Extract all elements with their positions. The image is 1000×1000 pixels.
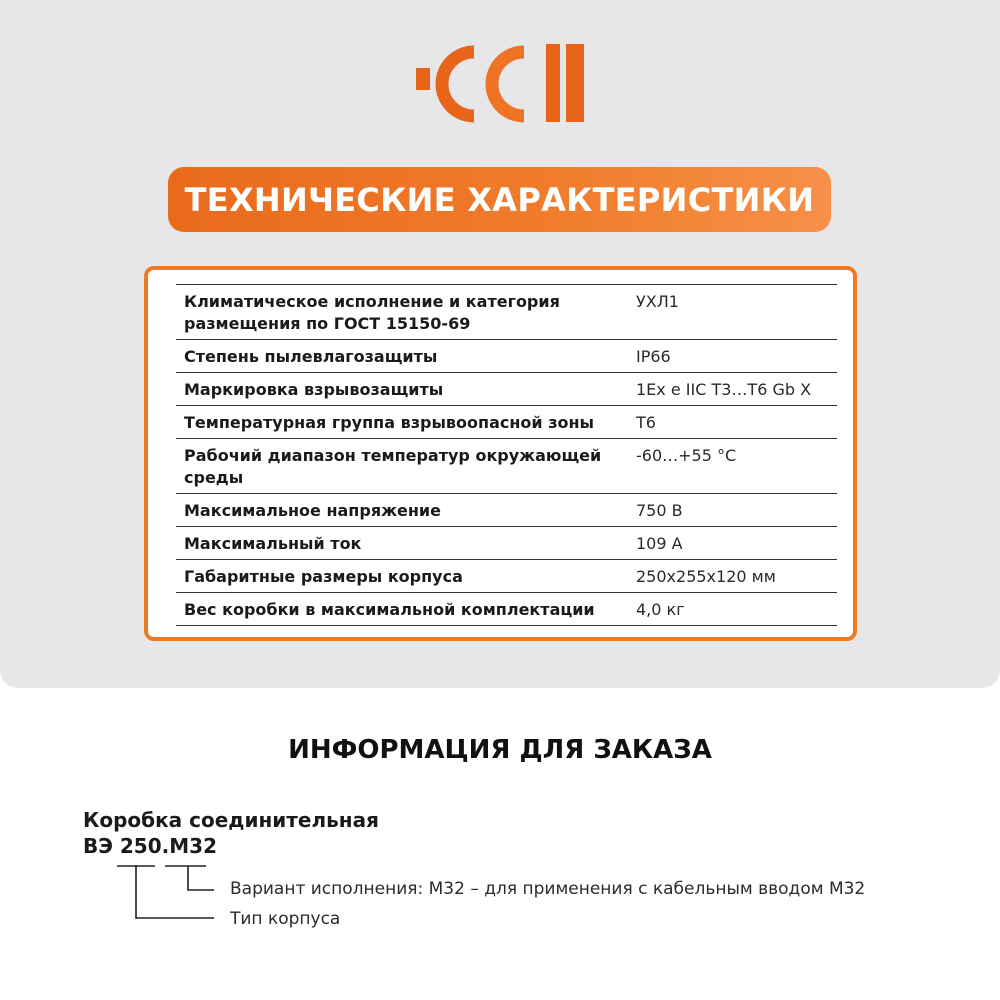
banner-title: ТЕХНИЧЕСКИЕ ХАРАКТЕРИСТИКИ <box>184 180 815 219</box>
spec-param: Габаритные размеры корпуса <box>184 567 463 586</box>
spec-param: Максимальное напряжение <box>184 501 441 520</box>
legend-body-type: Тип корпуса <box>230 909 341 929</box>
spec-param: Климатическое исполнение и категория размещения по ГОСТ 15150-69 <box>184 292 560 333</box>
spec-table <box>176 284 837 626</box>
spec-row <box>176 285 837 340</box>
spec-row <box>176 373 837 406</box>
spec-value: 250х255х120 мм <box>636 567 776 586</box>
code-part-variant: М32 <box>169 834 217 858</box>
spec-row <box>176 439 837 494</box>
product-name: Коробка соединительная <box>83 808 379 832</box>
spec-row <box>176 406 837 439</box>
spec-row <box>176 494 837 527</box>
spec-value: 1Ex e IIC T3…T6 Gb X <box>636 380 812 399</box>
spec-param: Маркировка взрывозащиты <box>184 380 444 399</box>
spec-card <box>144 266 857 641</box>
spec-param: Рабочий диапазон температур окружающей среды <box>184 446 602 487</box>
spec-value: УХЛ1 <box>636 292 679 311</box>
order-title: ИНФОРМАЦИЯ ДЛЯ ЗАКАЗА <box>288 735 712 765</box>
spec-row <box>176 593 837 626</box>
spec-row <box>176 340 837 373</box>
spec-param: Температурная группа взрывоопасной зоны <box>184 413 594 432</box>
code-prefix: ВЭ <box>83 834 120 858</box>
spec-row <box>176 527 837 560</box>
spec-value: IP66 <box>636 347 671 366</box>
spec-param: Вес коробки в максимальной комплектации <box>184 600 595 619</box>
spec-value: Т6 <box>636 413 656 432</box>
code-separator: . <box>161 834 170 858</box>
spec-value: 750 В <box>636 501 683 520</box>
spec-value: 109 А <box>636 534 683 553</box>
spec-value: 4,0 кг <box>636 600 685 619</box>
code-part-body: 250 <box>119 834 162 858</box>
spec-row <box>176 560 837 593</box>
product-code <box>83 834 217 858</box>
spec-param: Максимальный ток <box>184 534 362 553</box>
code-bracket-lines <box>110 860 230 930</box>
spec-param: Степень пылевлагозащиты <box>184 347 438 366</box>
spec-value: -60…+55 °С <box>636 446 737 465</box>
cci-logo <box>414 42 586 126</box>
legend-variant: Вариант исполнения: М32 – для применения с кабельным вводом М32 <box>230 879 866 899</box>
section-banner <box>168 167 831 232</box>
